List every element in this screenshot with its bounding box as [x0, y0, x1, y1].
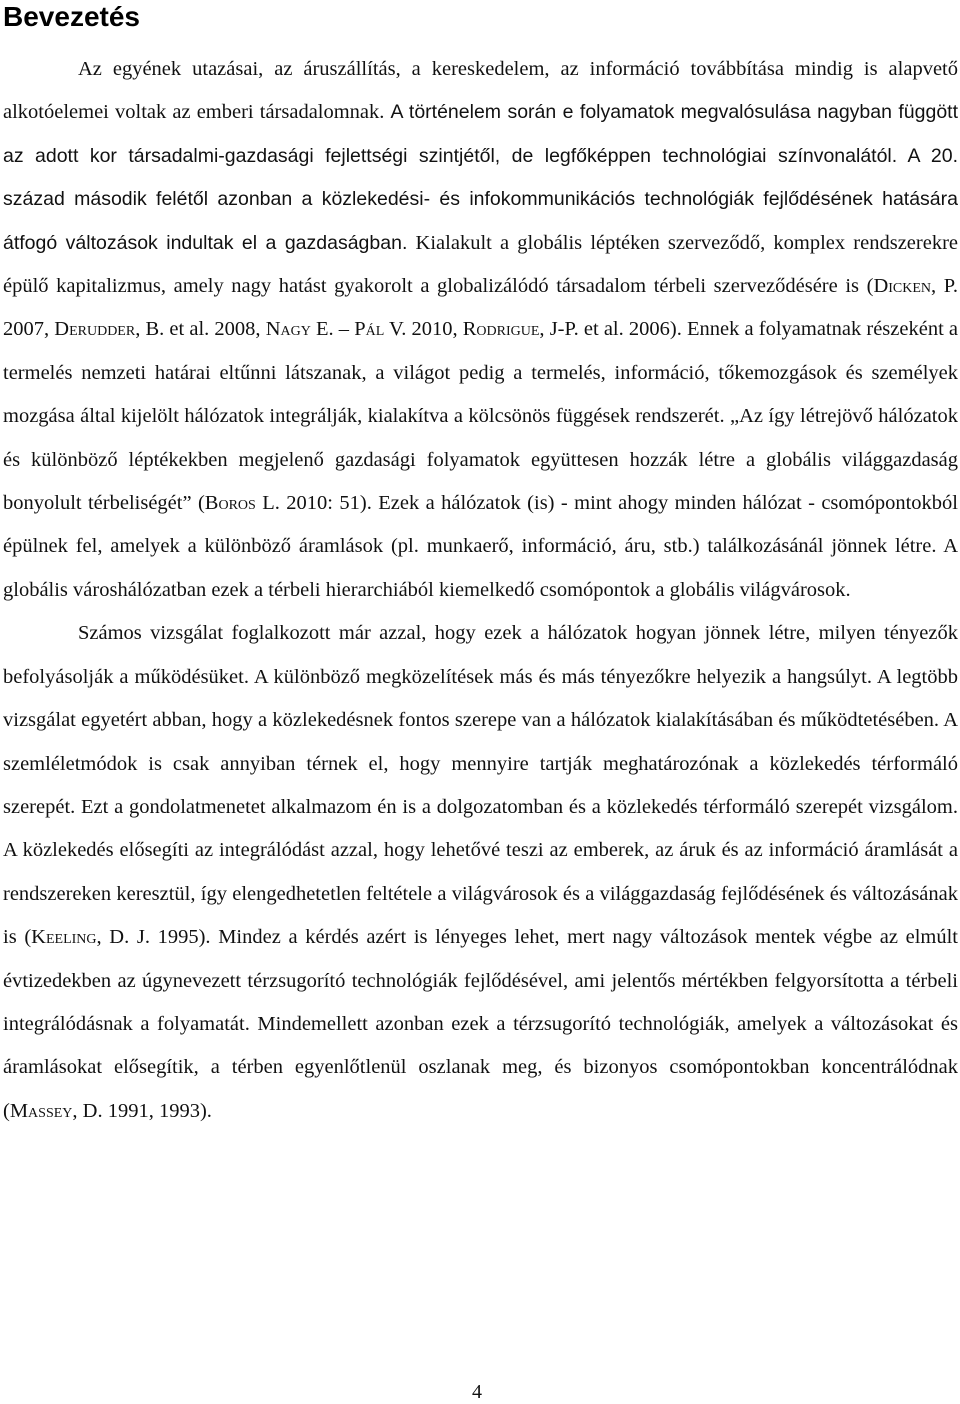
citation-detail: , B. et al. 2008, — [135, 318, 266, 341]
body-text — [3, 48, 958, 1133]
citation-detail: , D. 1991, 1993). — [72, 1099, 212, 1122]
paragraph-1 — [3, 48, 958, 612]
citation-author: Derudder — [54, 318, 136, 341]
section-heading: Bevezetés — [3, 1, 140, 32]
citation-detail: , J-P. et al. 2006). — [539, 318, 682, 341]
citation-detail: , P. 2007, — [3, 275, 958, 341]
paragraph-1-text: Az egyének utazásai, az áruszállítás, a kereskedelem, az információ továbbítása mindig is alapvető alkotóelemei voltak az emberi társadalomnak. — [3, 58, 958, 124]
paragraph-1-sans-text: A történelem során e folyamatok megvalósulása nagyban függött az adott kor társadalmi-gazdasági fejlettségi szintjétől, de legfőképpen technológiai színvonalától. A 20. század második felétől azonban a közlekedési- és infokommunikációs technológiák fejlődésének hatására átfogó változások indultak el a gazdaságban. — [3, 101, 958, 254]
citation-detail: V. 2010, — [384, 318, 463, 341]
paragraph-1-text: Ennek a folyamatnak részeként a termelés nemzeti határai eltűnni látszanak, a világot pedig a termelés, információ, tőkemozgások és személyek mozgása által kijelölt hálózatok integrálják, kialakítva a kölcsönös függések rendszerét. „Az így létrejövő hálózatok és különböző léptékekben megjelenő gazdasági folyamatok együttesen hozzák létre a globális világgazdaság bonyolult térbeliségét” ( — [3, 318, 959, 515]
paragraph-2-text: Számos vizsgálat foglalkozott már azzal, hogy ezek a hálózatok hogyan jönnek létre, milyen tényezők befolyásolják a működésüket. A különböző megközelítések más és más tényezőkre helyezik a hangsúlyt. A legtöbb vizsgálat egyetért abban, hogy a közlekedésnek fontos szerepe van a hálózatok kialakításában és működtetésében. A szemléletmódok is csak annyiban térnek el, hogy mennyire tartják meghatározónak a közlekedés térformáló szerepét. Ezt a gondolatmenetet alkalmazom én is a dolgozatomban és a közlekedés térformáló szerepét vizsgálom. A közlekedés elősegíti az integrálódást azzal, hogy lehetővé teszi az emberek, az áruk és az információ áramlását a rendszereken keresztül, így elengedhetetlen feltétele a világvárosok és a világgazdaság fejlődésének és változásának is ( — [3, 622, 958, 949]
citation-author: Keeling — [31, 926, 97, 949]
citation-author: Pál — [354, 318, 385, 341]
page-number: 4 — [472, 1381, 482, 1403]
paragraph-1-text: Kialakult a globális léptéken szerveződő, komplex rendszerekre épülő kapitalizmus, amely nagy hatást gyakorolt a globalizálódó társadalom térbeli szerveződésére is ( — [3, 231, 959, 298]
citation-author: Rodrigue — [462, 318, 540, 341]
citation-author: Nagy — [265, 318, 311, 341]
citation-author: Boros — [204, 492, 256, 515]
citation-author: Dicken — [873, 275, 932, 298]
paragraph-1-text: L. 2010: 51). Ezek a hálózatok (is) - mint ahogy minden hálózat - csomópontokból épülnek fel, amelyek a különböző áramlások (pl. munkaerő, információ, áru, stb.) találkozásánál jönnek létre. A globális városhálózatban ezek a térbeli hierarchiából kiemelkedő csomópontok a globális világvárosok. — [3, 492, 958, 601]
citation-detail: E. – — [310, 318, 355, 341]
citation-author: Massey — [9, 1099, 73, 1122]
paragraph-2-text: , D. J. 1995). Mindez a kérdés azért is lényeges lehet, mert nagy változások mentek végbe az elmúlt évtizedekben az úgynevezett térzsugorító technológiák fejlődésével, ami jelentős mértékben felgyorsította a térbeli integrálódásnak a folyamatát. Mindemellett azonban ezek a térzsugorító technológiák, amelyek a változásokat és áramlásokat elősegítik, a térben egyenlőtlenül oszlanak meg, és bizonyos csomópontokban koncentrálódnak ( — [3, 926, 958, 1122]
paragraph-2 — [3, 612, 958, 1133]
